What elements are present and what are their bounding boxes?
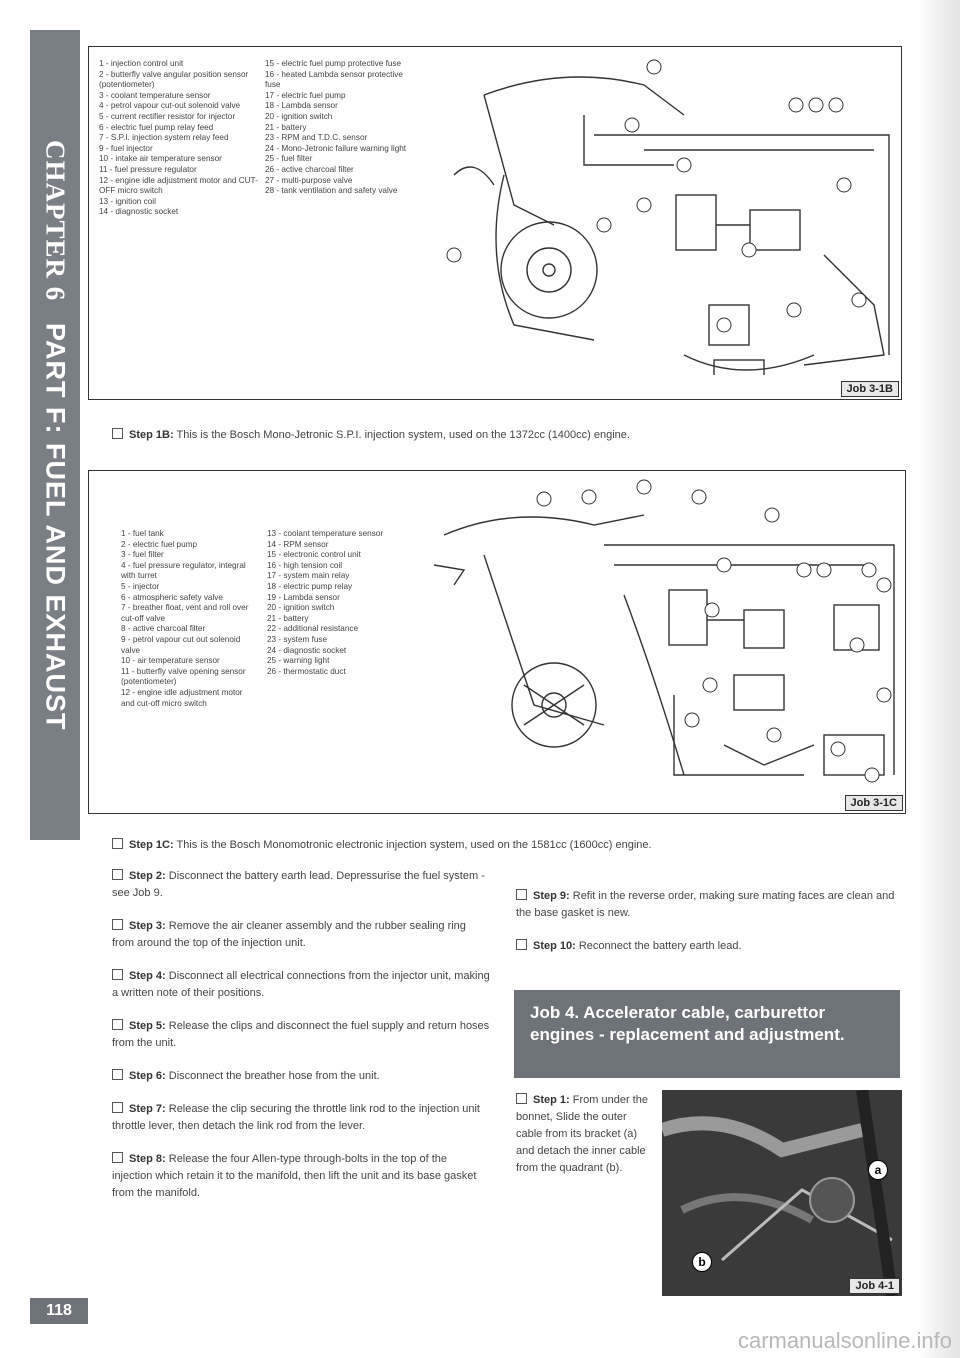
- legend-item: 28 - tank ventilation and safety valve: [265, 186, 398, 196]
- legend-item: 6 - atmospheric safety valve: [121, 592, 223, 602]
- legend-item: 7 - S.P.I. injection system relay feed: [99, 133, 229, 143]
- monomotronic-system-diagram: [424, 475, 900, 805]
- legend-item: 1 - injection control unit: [99, 59, 184, 68]
- legend-item: 1 - fuel tank: [121, 529, 164, 538]
- mono-jetronic-system-diagram: [444, 55, 894, 375]
- step-label: Step 10:: [533, 940, 576, 952]
- step-label: Step 5:: [129, 1020, 166, 1032]
- step-text: This is the Bosch Monomotronic electronic injection system, used on the 1581cc (1600cc) engine.: [176, 839, 652, 851]
- job-4-heading: Job 4. Accelerator cable, carburettor engines - replacement and adjustment.: [514, 990, 900, 1078]
- legend-item: 15 - electric fuel pump protective fuse: [265, 59, 402, 68]
- legend-item: 18 - electric pump relay: [267, 581, 353, 591]
- legend-item: 17 - electric fuel pump: [265, 90, 346, 100]
- legend-item: 21 - battery: [265, 122, 307, 132]
- checkbox-icon[interactable]: [112, 428, 123, 439]
- legend-item: 19 - Lambda sensor: [267, 592, 340, 602]
- step-2: [112, 868, 490, 902]
- figure2-legend-left: [121, 529, 251, 709]
- step-5: [112, 1018, 490, 1052]
- legend-item: 12 - engine idle adjustment motor and cut-off micro switch: [121, 687, 245, 708]
- legend-item: 14 - diagnostic socket: [99, 207, 179, 217]
- checkbox-icon[interactable]: [516, 1093, 527, 1104]
- right-steps-column: [516, 888, 900, 971]
- checkbox-icon[interactable]: [112, 1019, 123, 1030]
- legend-item: 24 - Mono-Jetronic failure warning light: [265, 143, 407, 153]
- legend-item: 26 - thermostatic duct: [267, 666, 346, 676]
- legend-item: 10 - air temperature sensor: [121, 656, 220, 666]
- legend-item: 11 - fuel pressure regulator: [99, 164, 197, 174]
- legend-item: 23 - system fuse: [267, 634, 328, 644]
- legend-item: 3 - coolant temperature sensor: [99, 90, 211, 100]
- callout-b: b: [692, 1252, 712, 1272]
- step-text: Refit in the reverse order, making sure mating faces are clean and the base gasket is new.: [516, 890, 895, 919]
- page-number: 118: [30, 1298, 88, 1324]
- checkbox-icon[interactable]: [112, 1152, 123, 1163]
- photo-job-tag: Job 4-1: [849, 1278, 900, 1294]
- legend-item: 16 - heated Lambda sensor protective fuse: [265, 69, 406, 90]
- step-label: Step 3:: [129, 920, 166, 932]
- legend-item: 15 - electronic control unit: [267, 550, 361, 560]
- legend-item: 9 - fuel injector: [99, 143, 153, 153]
- step-9: [516, 888, 900, 922]
- checkbox-icon[interactable]: [112, 919, 123, 930]
- watermark: carmanualsonline.info: [737, 1328, 952, 1353]
- step-text: Remove the air cleaner assembly and the rubber sealing ring from around the top of the injection unit.: [112, 920, 466, 949]
- figure2-legend-right: [267, 529, 417, 677]
- legend-item: 3 - fuel filter: [121, 550, 164, 560]
- legend-item: 21 - battery: [267, 613, 309, 623]
- figure1-legend-right: [265, 59, 415, 197]
- figure2-job-tag: Job 3-1C: [845, 795, 903, 811]
- step-text: Disconnect all electrical connections from the injector unit, making a written note of their positions.: [112, 970, 490, 999]
- step-10: [516, 938, 900, 955]
- step-6: [112, 1068, 490, 1085]
- figure1-job-tag: Job 3-1B: [841, 381, 899, 397]
- legend-item: 7 - breather float, vent and roll over cut-off valve: [121, 603, 251, 623]
- figure-mono-jetronic: [88, 46, 902, 400]
- legend-item: 12 - engine idle adjustment motor and CUT-OFF micro switch: [99, 175, 258, 196]
- step-label: Step 8:: [129, 1153, 166, 1165]
- checkbox-icon[interactable]: [112, 838, 123, 849]
- legend-item: 6 - electric fuel pump relay feed: [99, 122, 214, 132]
- legend-item: 22 - additional resistance: [267, 624, 359, 634]
- checkbox-icon[interactable]: [516, 939, 527, 950]
- checkbox-icon[interactable]: [112, 969, 123, 980]
- checkbox-icon[interactable]: [112, 869, 123, 880]
- sidebar-title: [40, 140, 71, 731]
- chapter-label: CHAPTER 6: [40, 139, 71, 301]
- step-text: Release the four Allen-type through-bolts in the top of the injection which retain it to the manifold, then lift the unit and its base gasket from the manifold.: [112, 1153, 477, 1199]
- legend-item: 25 - fuel filter: [265, 154, 313, 164]
- step-label: Step 4:: [129, 970, 166, 982]
- part-label: PART F: FUEL AND EXHAUST: [40, 322, 71, 731]
- legend-item: 27 - multi-purpose valve: [265, 175, 353, 185]
- step-label: Step 2:: [129, 870, 166, 882]
- legend-item: 14 - RPM sensor: [267, 539, 329, 549]
- legend-item: 13 - ignition coil: [99, 196, 156, 206]
- figure-monomotronic: [88, 470, 906, 814]
- step-7: [112, 1101, 490, 1135]
- step-3: [112, 918, 490, 952]
- checkbox-icon[interactable]: [112, 1069, 123, 1080]
- step-text: Disconnect the breather hose from the unit.: [168, 1070, 380, 1082]
- checkbox-icon[interactable]: [112, 1102, 123, 1113]
- caption-step-1b: [112, 428, 630, 441]
- legend-item: 25 - warning light: [267, 656, 330, 666]
- legend-item: 17 - system main relay: [267, 571, 350, 581]
- chapter-sidebar: [30, 30, 80, 840]
- legend-item: 2 - electric fuel pump: [121, 539, 197, 549]
- step-label: Step 6:: [129, 1070, 166, 1082]
- legend-item: 8 - active charcoal filter: [121, 624, 206, 634]
- checkbox-icon[interactable]: [516, 889, 527, 900]
- legend-item: 5 - current rectifier resistor for injector: [99, 111, 236, 121]
- job4-step-1: [516, 1092, 656, 1177]
- legend-item: 16 - high tension coil: [267, 560, 343, 570]
- legend-item: 11 - butterfly valve opening sensor (potentiometer): [121, 666, 248, 687]
- legend-item: 24 - diagnostic socket: [267, 645, 347, 655]
- legend-item: 4 - petrol vapour cut-out solenoid valve: [99, 101, 241, 111]
- left-steps-column: [112, 868, 490, 1218]
- step-label: Step 9:: [533, 890, 570, 902]
- legend-item: 10 - intake air temperature sensor: [99, 154, 222, 164]
- step-label: Step 1:: [533, 1094, 570, 1106]
- step-text: Reconnect the battery earth lead.: [578, 940, 742, 952]
- step-text: This is the Bosch Mono-Jetronic S.P.I. injection system, used on the 1372cc (1400cc) engine.: [176, 429, 630, 441]
- legend-item: 20 - ignition switch: [267, 603, 335, 613]
- step-text: From under the bonnet, Slide the outer cable from its bracket (a) and detach the inner cable from the quadrant (b).: [516, 1094, 648, 1174]
- legend-item: 5 - injector: [121, 581, 160, 591]
- step-text: Release the clips and disconnect the fuel supply and return hoses from the unit.: [112, 1020, 490, 1049]
- legend-item: 4 - fuel pressure regulator, integral with turret: [121, 560, 248, 581]
- step-4: [112, 968, 490, 1002]
- step-label: Step 1B:: [129, 429, 174, 441]
- callout-a: a: [868, 1160, 888, 1180]
- figure1-legend-left: [99, 59, 259, 218]
- legend-item: 20 - ignition switch: [265, 111, 333, 121]
- step-text: Disconnect the battery earth lead. Depressurise the fuel system - see Job 9.: [112, 870, 485, 899]
- legend-item: 23 - RPM and T.D.C. sensor: [265, 133, 368, 143]
- accelerator-cable-photo: [662, 1090, 902, 1296]
- step-label: Step 7:: [129, 1103, 166, 1115]
- legend-item: 2 - butterfly valve angular position sensor (potentiometer): [99, 69, 251, 90]
- page-edge-shadow: [920, 0, 960, 1358]
- legend-item: 9 - petrol vapour cut out solenoid valve: [121, 634, 243, 655]
- legend-item: 26 - active charcoal filter: [265, 164, 354, 174]
- step-8: [112, 1151, 490, 1202]
- step-text: Release the clip securing the throttle link rod to the injection unit throttle lever, then detach the link rod from the lever.: [112, 1103, 480, 1132]
- caption-step-1c: [112, 838, 652, 851]
- step-label: Step 1C:: [129, 839, 174, 851]
- legend-item: 13 - coolant temperature sensor: [267, 529, 384, 538]
- legend-item: 18 - Lambda sensor: [265, 101, 338, 111]
